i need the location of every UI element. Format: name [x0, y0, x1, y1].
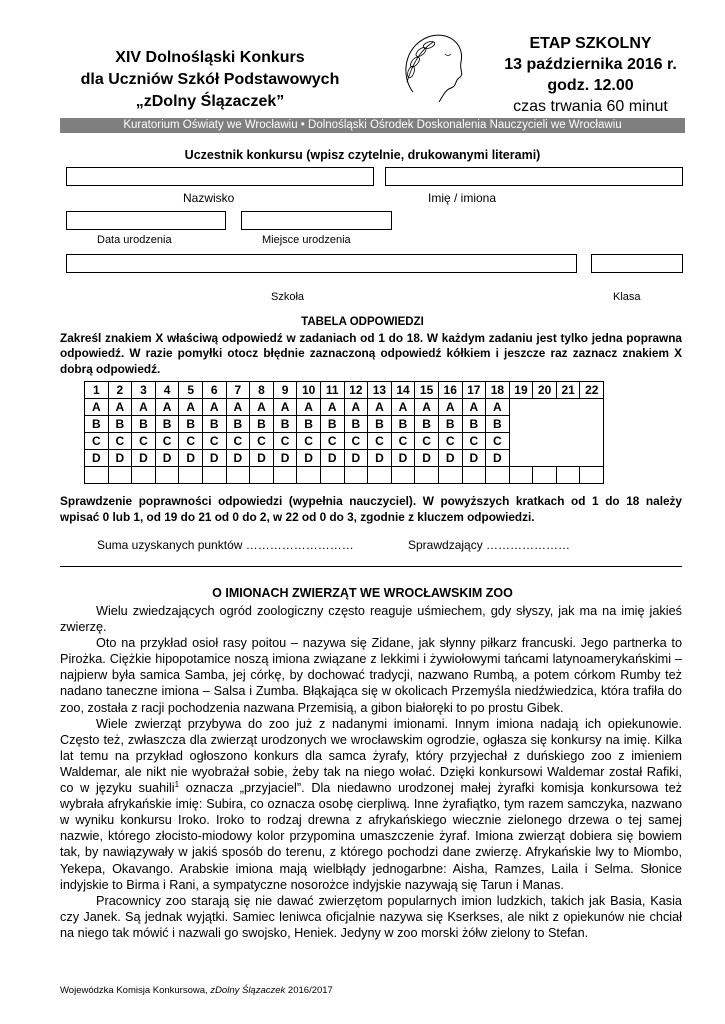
- footer: [60, 985, 333, 996]
- answer-option-cell[interactable]: B: [226, 416, 250, 433]
- answer-option-cell[interactable]: C: [438, 433, 462, 450]
- article-paragraph-4: Pracownicy zoo starają się nie dawać zwierzętom popularnych imion ludzkich, takich jak Basia, Kasia czy Janek. Są jednak wyjątki. Samiec leniwca oficjalnie nazywa się Kserkses, ale nikt z opiekunów nie chciał na niego tak mówić i nazwali go swojsko, Heniek. Jedyny w zoo morski żółw zielony to Stefan.: [60, 893, 682, 940]
- answer-option-cell[interactable]: A: [297, 399, 321, 416]
- title-line-3: „zDolny Ślązaczek”: [135, 93, 285, 110]
- answer-option-cell[interactable]: A: [155, 399, 179, 416]
- article-paragraph-3: [60, 716, 682, 893]
- answer-option-cell[interactable]: B: [297, 416, 321, 433]
- answer-option-cell[interactable]: B: [320, 416, 344, 433]
- score-cell[interactable]: [226, 467, 250, 484]
- answer-option-cell[interactable]: D: [202, 450, 226, 467]
- answer-option-cell[interactable]: B: [108, 416, 132, 433]
- footer-italic: zDolny Ślązaczek: [210, 985, 286, 996]
- answers-heading: TABELA ODPOWIEDZI: [301, 316, 424, 328]
- first-names-label: Imię / imiona: [428, 191, 497, 205]
- exam-duration: czas trwania 60 minut: [513, 98, 668, 115]
- checker-label: Sprawdzający …………………: [408, 538, 571, 552]
- answer-option-cell[interactable]: B: [391, 416, 415, 433]
- answer-option-cell[interactable]: D: [297, 450, 321, 467]
- answer-option-cell[interactable]: D: [250, 450, 274, 467]
- open-tasks-blank: [509, 399, 603, 467]
- answer-option-cell[interactable]: A: [250, 399, 274, 416]
- first-names-field[interactable]: [385, 167, 683, 186]
- score-cell[interactable]: [556, 467, 580, 484]
- stage-label: ETAP SZKOLNY: [529, 35, 652, 52]
- score-cell[interactable]: [273, 467, 297, 484]
- answer-option-cell[interactable]: D: [320, 450, 344, 467]
- answer-option-cell[interactable]: A: [320, 399, 344, 416]
- birthplace-label: Miejsce urodzenia: [262, 234, 351, 246]
- answer-option-cell[interactable]: C: [368, 433, 392, 450]
- answer-option-cell[interactable]: C: [344, 433, 368, 450]
- class-label: Klasa: [613, 291, 641, 303]
- task-number-cell: 2: [108, 382, 132, 399]
- title-line-2: dla Uczniów Szkół Podstawowych: [80, 71, 340, 88]
- answer-option-cell[interactable]: B: [415, 416, 439, 433]
- answer-option-cell[interactable]: C: [320, 433, 344, 450]
- answer-option-cell[interactable]: A: [226, 399, 250, 416]
- task-number-cell: 13: [368, 382, 392, 399]
- score-cell[interactable]: [368, 467, 392, 484]
- score-cell[interactable]: [320, 467, 344, 484]
- answer-option-cell[interactable]: C: [486, 433, 510, 450]
- answer-option-cell[interactable]: A: [132, 399, 156, 416]
- article-paragraph-2: Oto na przykład osioł rasy poitou – nazywa się Zidane, jak słynny piłkarz francuski. Jego partnerka to Pirożka. Ciężkie hipopotamice noszą imiona związane z lekkimi i żywiołowymi tańcami latynoamerykańskimi – najpierw była samica Samba, jej córkę, by dochować tradycji, nazwano Rumbą, a potem córkom Rumby też nadano taneczne imiona – Salsa i Zumba. Błąkająca się w okolicach Przemyśla niedźwiedzica, która trafiła do zoo, została z racji pochodzenia nazwana Przemisią, a gibon białoręki to po prostu Gibek.: [60, 636, 682, 715]
- score-cell[interactable]: [509, 467, 533, 484]
- answer-option-cell[interactable]: A: [108, 399, 132, 416]
- task-number-cell: 15: [415, 382, 439, 399]
- task-number-cell: 6: [202, 382, 226, 399]
- score-cell[interactable]: [250, 467, 274, 484]
- participant-heading: Uczestnik konkursu (wpisz czytelnie, drukowanymi literami): [184, 148, 541, 162]
- answers-instructions: Zakreśl znakiem X właściwą odpowiedź w zadaniach od 1 do 18. W każdym zadaniu jest tylko jedna poprawna odpowiedź. W razie pomyłki otocz błędnie zaznaczoną odpowiedź kółkiem i jeszcze raz zaznacz znakiem X dobrą odpowiedź.: [60, 331, 682, 376]
- exam-hour: godz. 12.00: [547, 77, 634, 94]
- class-field[interactable]: [591, 254, 683, 273]
- answer-option-cell[interactable]: B: [202, 416, 226, 433]
- answer-option-cell[interactable]: D: [179, 450, 203, 467]
- task-number-cell: 4: [155, 382, 179, 399]
- answer-option-cell[interactable]: C: [179, 433, 203, 450]
- score-cell[interactable]: [155, 467, 179, 484]
- answer-option-cell[interactable]: C: [85, 433, 109, 450]
- birthdate-field[interactable]: [66, 211, 226, 230]
- answer-option-cell[interactable]: B: [155, 416, 179, 433]
- score-cell[interactable]: [462, 467, 486, 484]
- answer-option-cell[interactable]: B: [132, 416, 156, 433]
- answer-option-cell[interactable]: D: [391, 450, 415, 467]
- score-cell[interactable]: [85, 467, 109, 484]
- answer-option-cell[interactable]: D: [415, 450, 439, 467]
- answer-option-cell[interactable]: B: [273, 416, 297, 433]
- score-cell[interactable]: [202, 467, 226, 484]
- answer-option-cell[interactable]: D: [344, 450, 368, 467]
- answer-option-cell[interactable]: D: [108, 450, 132, 467]
- answer-option-cell[interactable]: C: [462, 433, 486, 450]
- answer-option-cell[interactable]: A: [344, 399, 368, 416]
- answer-option-cell[interactable]: B: [462, 416, 486, 433]
- exam-date: 13 października 2016 r.: [504, 56, 677, 73]
- task-number-cell: 18: [486, 382, 510, 399]
- answer-option-cell[interactable]: C: [273, 433, 297, 450]
- article-paragraph-1: Wielu zwiedzających ogród zoologiczny często reaguje uśmiechem, gdy słyszy, jak ma na imię jakieś zwierzę.: [60, 604, 682, 635]
- score-cell[interactable]: [297, 467, 321, 484]
- answer-option-cell[interactable]: D: [85, 450, 109, 467]
- answer-option-cell[interactable]: B: [486, 416, 510, 433]
- article-paragraph-3-part-1: Wiele zwierząt przybywa do zoo już z nadanymi imionami. Innym imiona nadają ich opiekunowie. Często też, zwłaszcza dla zwierząt urodzonych we wrocławskim ogrodzie, ogłasza się konkursy na imię. Kilka lat temu na przykład ogłoszono konkurs dla samca żyrafy, który przyjechał z duńskiego zoo z imieniem Waldemar, ale nikt nie wyobrażał sobie, żeby tak na niego wołać. Dzięki konkursowi Waldemar został Rafiki, co w języku suahili: [60, 716, 682, 796]
- article-title: O IMIONACH ZWIERZĄT WE WROCŁAWSKIM ZOO: [212, 586, 513, 600]
- task-number-cell: 11: [320, 382, 344, 399]
- score-cell[interactable]: [108, 467, 132, 484]
- school-label: Szkoła: [271, 291, 305, 303]
- task-number-cell: 20: [533, 382, 557, 399]
- organizers-banner: Kuratorium Oświaty we Wrocławiu • Dolnośląski Ośrodek Doskonalenia Nauczycieli we Wrocławiu: [60, 118, 685, 133]
- task-number-cell: 3: [132, 382, 156, 399]
- answer-option-cell[interactable]: C: [108, 433, 132, 450]
- task-number-cell: 17: [462, 382, 486, 399]
- answer-option-cell[interactable]: C: [226, 433, 250, 450]
- answer-table: [84, 381, 604, 484]
- task-number-cell: 5: [179, 382, 203, 399]
- article-paragraph-3-part-2: oznacza „przyjaciel”. Dla niedawno urodzonej małej żyrafki komisja konkursowa też wybrała afrykańskie imię: Subira, co oznacza osobę cierpliwą. Inne żyrafiątko, tym razem samczyka, nazwano w wyniku konkursu Iroko. Iroko to rodzaj drewna z afrykańskiego wiecznie zielonego drzewa o tej samej nazwie, którego złocisto-miodowy kolor przypomina umaszczenie żyraf. Imiona zwierząt dobiera się bowiem tak, by nawiązywały w jakiś sposób do terenu, z którego pochodzi dane zwierzę. Afrykańskie lwy to Miombo, Yekepa, Okavango. Arabskie imiona mają wielbłądy jednogarbne: Aisha, Ramzes, Laila i Selma. Słonice indyjskie to Birma i Rani, a sympatyczne nosorożce indyjskie nazywają się Tarun i Manas.: [60, 781, 682, 892]
- answer-option-cell[interactable]: D: [155, 450, 179, 467]
- school-field[interactable]: [66, 254, 577, 273]
- answer-option-cell[interactable]: D: [462, 450, 486, 467]
- answer-option-cell[interactable]: B: [179, 416, 203, 433]
- answer-option-cell[interactable]: C: [250, 433, 274, 450]
- answer-option-cell[interactable]: B: [368, 416, 392, 433]
- score-cell[interactable]: [438, 467, 462, 484]
- answer-option-cell[interactable]: A: [415, 399, 439, 416]
- divider: [60, 566, 682, 567]
- answer-option-cell[interactable]: A: [273, 399, 297, 416]
- task-number-cell: 16: [438, 382, 462, 399]
- answer-option-row: [85, 399, 604, 416]
- task-number-cell: 10: [297, 382, 321, 399]
- task-number-cell: 12: [344, 382, 368, 399]
- answer-option-cell[interactable]: A: [368, 399, 392, 416]
- answer-option-cell[interactable]: A: [179, 399, 203, 416]
- birthdate-label: Data urodzenia: [97, 234, 172, 246]
- score-cell[interactable]: [391, 467, 415, 484]
- answer-option-cell[interactable]: C: [297, 433, 321, 450]
- answer-option-cell[interactable]: A: [202, 399, 226, 416]
- answer-option-cell[interactable]: B: [250, 416, 274, 433]
- birthplace-field[interactable]: [241, 211, 392, 230]
- task-number-cell: 9: [273, 382, 297, 399]
- score-cell[interactable]: [344, 467, 368, 484]
- answer-option-cell[interactable]: D: [132, 450, 156, 467]
- task-number-cell: 22: [580, 382, 604, 399]
- answer-option-cell[interactable]: B: [438, 416, 462, 433]
- answer-option-cell[interactable]: D: [438, 450, 462, 467]
- stage-info: [488, 33, 693, 117]
- contest-logo-icon: [393, 22, 473, 110]
- surname-field[interactable]: [66, 167, 374, 186]
- task-number-cell: 14: [391, 382, 415, 399]
- answer-option-cell[interactable]: A: [85, 399, 109, 416]
- answer-option-cell[interactable]: D: [368, 450, 392, 467]
- answer-option-cell[interactable]: B: [344, 416, 368, 433]
- score-cell[interactable]: [415, 467, 439, 484]
- task-number-cell: 7: [226, 382, 250, 399]
- score-cell[interactable]: [179, 467, 203, 484]
- score-cell[interactable]: [132, 467, 156, 484]
- surname-label: Nazwisko: [183, 191, 235, 205]
- score-cell[interactable]: [580, 467, 604, 484]
- answer-option-cell[interactable]: C: [391, 433, 415, 450]
- answer-option-cell[interactable]: A: [391, 399, 415, 416]
- footnote-marker: 1: [174, 779, 180, 789]
- answer-option-cell[interactable]: C: [132, 433, 156, 450]
- answer-option-cell[interactable]: D: [486, 450, 510, 467]
- answer-option-cell[interactable]: A: [486, 399, 510, 416]
- task-number-cell: 8: [250, 382, 274, 399]
- footer-text: Wojewódzka Komisja Konkursowa,: [60, 985, 211, 996]
- contest-title: [30, 47, 390, 113]
- title-line-1: XIV Dolnośląski Konkurs: [115, 49, 305, 66]
- task-number-cell: 1: [85, 382, 109, 399]
- answer-option-cell[interactable]: C: [202, 433, 226, 450]
- task-number-cell: 21: [556, 382, 580, 399]
- answer-option-cell[interactable]: A: [438, 399, 462, 416]
- answer-option-cell[interactable]: B: [85, 416, 109, 433]
- task-number-cell: 19: [509, 382, 533, 399]
- answer-option-cell[interactable]: D: [226, 450, 250, 467]
- article-body: [60, 603, 682, 941]
- answer-option-cell[interactable]: C: [155, 433, 179, 450]
- answer-table-header-row: [85, 382, 604, 399]
- answer-option-cell[interactable]: D: [273, 450, 297, 467]
- checking-instructions: Sprawdzenie poprawności odpowiedzi (wypełnia nauczyciel). W powyższych kratkach od 1 do 18 należy wpisać 0 lub 1, od 19 do 21 od 0 do 2, w 22 od 0 do 3, zgodnie z kluczem odpowiedzi.: [60, 494, 682, 524]
- score-row: [85, 467, 604, 484]
- answer-option-cell[interactable]: C: [415, 433, 439, 450]
- answer-option-cell[interactable]: A: [462, 399, 486, 416]
- score-cell[interactable]: [533, 467, 557, 484]
- footer-year: 2016/2017: [285, 985, 333, 996]
- points-sum-label: Suma uzyskanych punktów ………………………: [97, 538, 354, 552]
- score-cell[interactable]: [486, 467, 510, 484]
